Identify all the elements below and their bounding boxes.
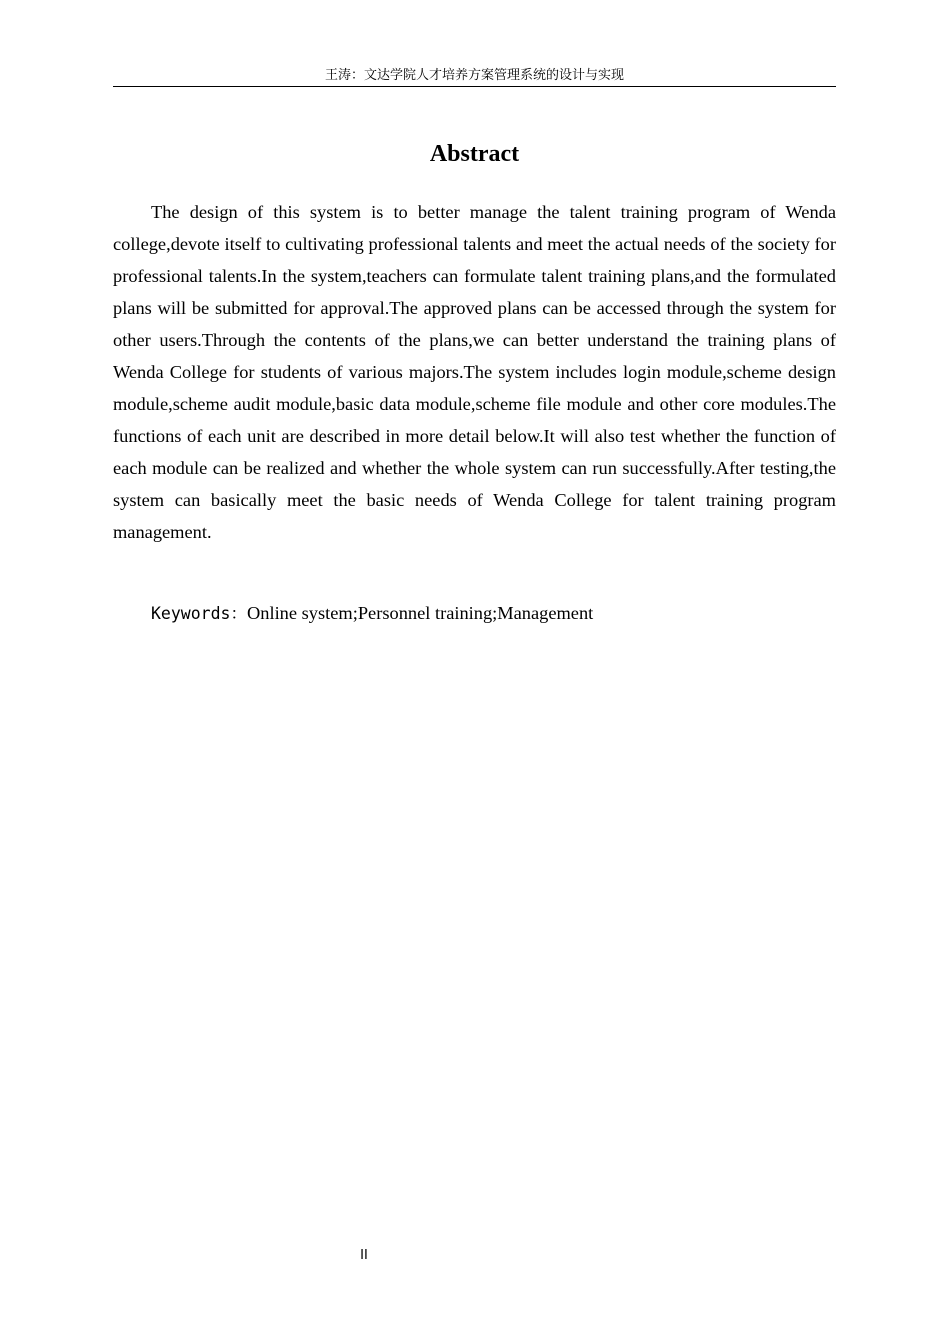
keywords-value: Online system;Personnel training;Management bbox=[246, 603, 594, 623]
page-number: II bbox=[360, 1248, 368, 1263]
abstract-body: The design of this system is to better manage the talent training program of Wenda college,devote itself to cultivating professional talents and meet the actual needs of the society for professional talents.In the system,teachers can formulate talent training plans,and the formulated plans will be submitted for approval.The approved plans can be accessed through the system for other users.Through the contents of the plans,we can better understand the training plans of Wenda College for students of various majors.The system includes login module,scheme design module,scheme audit module,basic data module,scheme file module and other core modules.The functions of each unit are described in more detail below.It will also test whether the function of each module can be realized and whether the whole system can run successfully.After testing,the system can basically meet the basic needs of Wenda College for talent training program management. bbox=[113, 202, 836, 542]
keywords-label: Keywords： bbox=[151, 604, 247, 623]
running-header: 王涛：文达学院人才培养方案管理系统的设计与实现 bbox=[113, 66, 836, 87]
keywords-line bbox=[151, 598, 836, 629]
abstract-title: Abstract bbox=[429, 141, 520, 167]
